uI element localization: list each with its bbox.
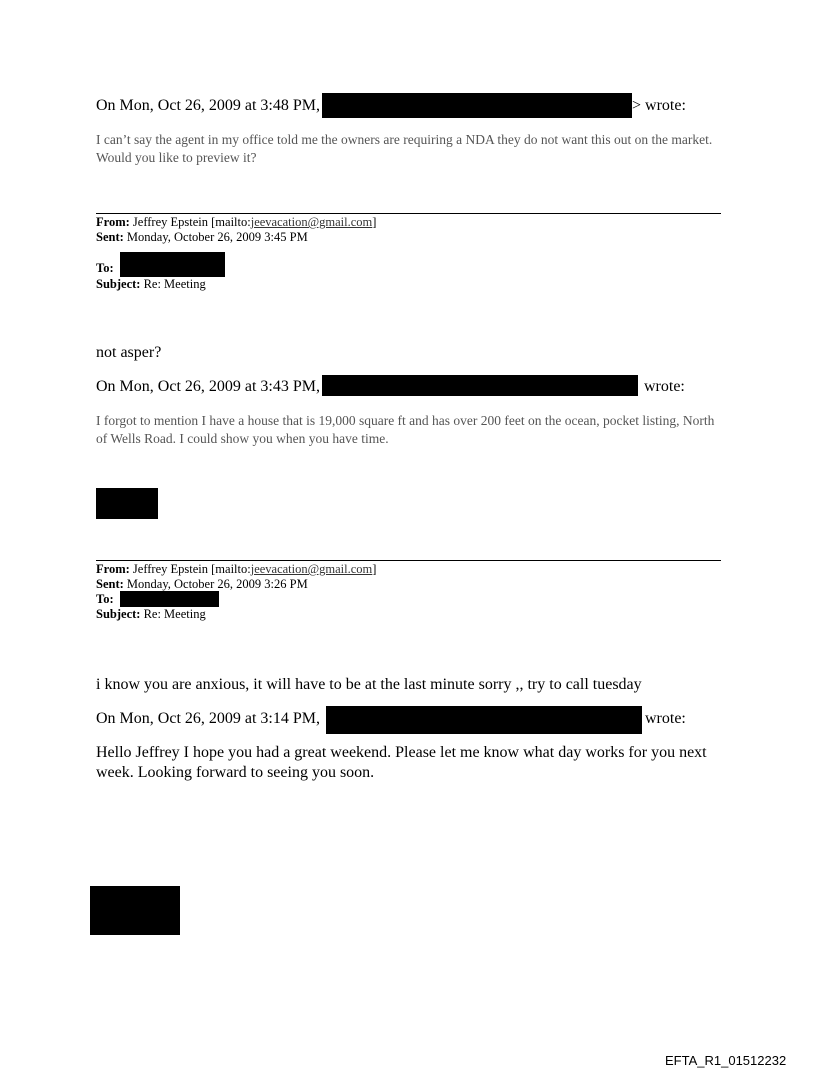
wrote-prefix: On Mon, Oct 26, 2009 at 3:14 PM,: [96, 710, 320, 727]
redaction-box: [322, 93, 632, 118]
from-name: Jeffrey Epstein [mailto:: [132, 562, 251, 576]
redaction-box: [90, 886, 180, 935]
from-email-link[interactable]: jeevacation@gmail.com: [250, 562, 373, 576]
from-label: From:: [96, 215, 130, 229]
subject-value: Re: Meeting: [143, 607, 206, 621]
subject-label: Subject:: [96, 607, 141, 621]
header-rule: [96, 213, 721, 214]
subject-label: Subject:: [96, 277, 141, 291]
wrote-line-2: [96, 378, 320, 396]
message-body-3: Hello Jeffrey I hope you had a great weekend. Please let me know what day works for you next week. Looking forward to seeing you soon.: [96, 744, 707, 781]
redaction-box: [322, 375, 638, 396]
sent-label: Sent:: [96, 577, 124, 591]
subject-line: [96, 607, 206, 622]
from-close: ]: [372, 215, 377, 229]
wrote-suffix: > wrote:: [632, 97, 686, 114]
subject-line: [96, 277, 206, 292]
from-line: [96, 562, 376, 577]
redaction-box: [326, 706, 642, 734]
sent-line: [96, 577, 308, 592]
redaction-box: [120, 252, 225, 277]
to-label: To:: [96, 261, 114, 275]
from-email-link[interactable]: jeevacation@gmail.com: [250, 215, 373, 229]
from-label: From:: [96, 562, 130, 576]
to-line: [96, 592, 114, 607]
message-body-2: I forgot to mention I have a house that is 19,000 square ft and has over 200 feet on the ocean, pocket listing, North of Wells Road. I could show you when you have time.: [96, 413, 715, 446]
sent-value: Monday, October 26, 2009 3:45 PM: [126, 230, 308, 244]
sent-value: Monday, October 26, 2009 3:26 PM: [126, 577, 308, 591]
document-id: EFTA_R1_01512232: [665, 1053, 787, 1068]
wrote-suffix: wrote:: [645, 710, 686, 727]
wrote-line-3: [96, 710, 320, 728]
reply-text-2: i know you are anxious, it will have to be at the last minute sorry ,, try to call tuesday: [96, 676, 642, 693]
wrote-prefix: On Mon, Oct 26, 2009 at 3:48 PM,: [96, 97, 320, 114]
redaction-box: [96, 488, 158, 519]
wrote-prefix: On Mon, Oct 26, 2009 at 3:43 PM,: [96, 378, 320, 395]
from-close: ]: [372, 562, 377, 576]
sent-line: [96, 230, 308, 245]
to-label: To:: [96, 592, 114, 606]
sent-label: Sent:: [96, 230, 124, 244]
wrote-suffix: wrote:: [644, 378, 685, 395]
to-line: [96, 261, 114, 276]
message-body-1: I can’t say the agent in my office told me the owners are requiring a NDA they do not want this out on the market. Would you like to preview it?: [96, 132, 713, 165]
from-name: Jeffrey Epstein [mailto:: [132, 215, 251, 229]
header-rule: [96, 560, 721, 561]
subject-value: Re: Meeting: [143, 277, 206, 291]
reply-text-1: not asper?: [96, 344, 162, 361]
redaction-box: [120, 591, 219, 607]
wrote-line-1: [96, 97, 320, 115]
from-line: [96, 215, 376, 230]
